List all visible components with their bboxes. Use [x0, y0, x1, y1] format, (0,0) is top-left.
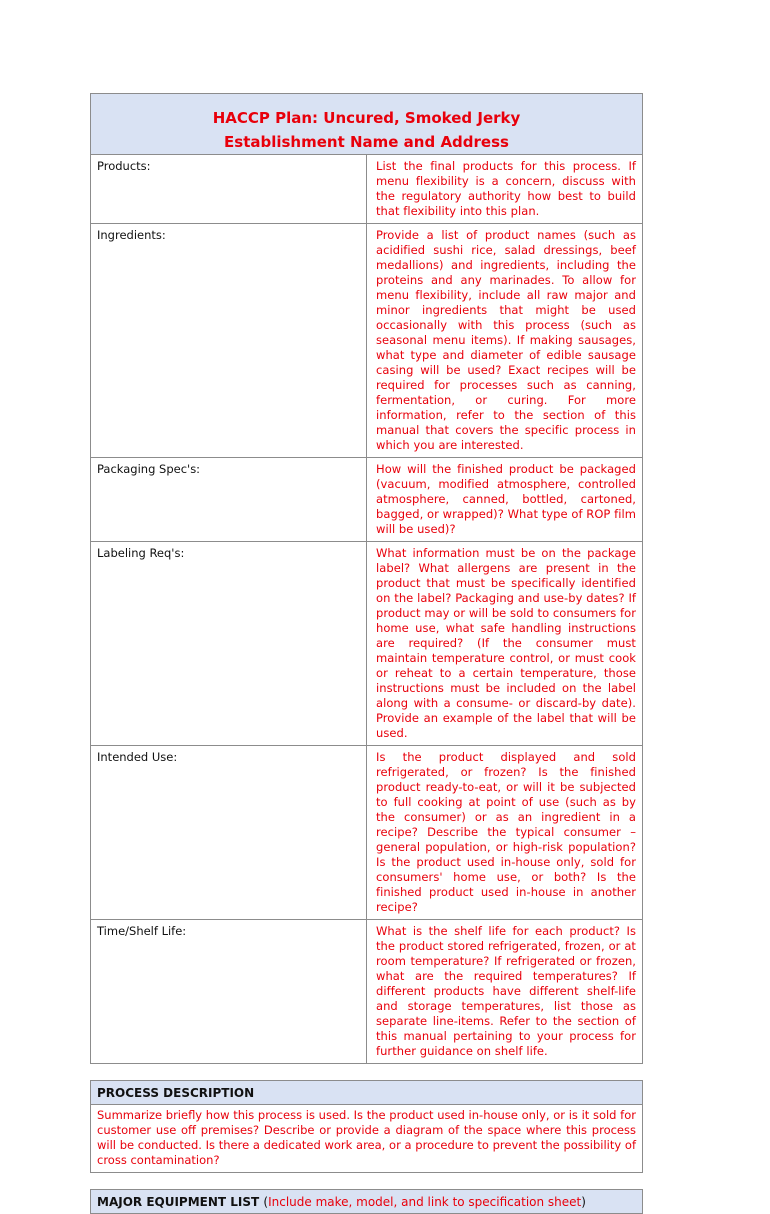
row-label-labeling: Labeling Req's: — [91, 542, 367, 746]
equipment-list-title: MAJOR EQUIPMENT LIST — [97, 1195, 260, 1209]
equipment-list-table — [90, 1189, 643, 1214]
table-row — [91, 920, 643, 1064]
equipment-list-heading — [91, 1190, 643, 1214]
row-value-intended-use: Is the product displayed and sold refrigerated, or frozen? Is the finished product ready-to-eat, or will it be subjected to full cooking at point of use (such as by the consumer) or as an ingredient in a recipe? Describe the typical consumer – general population, or high-risk population? Is the product used in-house only, sold for consumers' home use, or both? Is the finished product used in-house in another recipe? — [367, 746, 643, 920]
table-row — [91, 542, 643, 746]
row-value-shelf-life: What is the shelf life for each product? Is the product stored refrigerated, frozen, or at room temperature? If refrigerated or frozen, what are the required temperatures? If different products have different shelf-life and storage temperatures, list those as separate line-items. Refer to the section of this manual pertaining to your process for further guidance on shelf life. — [367, 920, 643, 1064]
table-row — [91, 746, 643, 920]
table-row — [91, 155, 643, 224]
equipment-list-note: Include make, model, and link to specification sheet — [268, 1195, 582, 1209]
row-value-products: List the final products for this process. If menu flexibility is a concern, discuss with the regulatory authority how best to build that flexibility into this plan. — [367, 155, 643, 224]
table-row — [91, 224, 643, 458]
row-label-shelf-life: Time/Shelf Life: — [91, 920, 367, 1064]
row-label-ingredients: Ingredients: — [91, 224, 367, 458]
plan-title: HACCP Plan: Uncured, Smoked Jerky — [212, 109, 521, 127]
row-value-ingredients: Provide a list of product names (such as acidified sushi rice, salad dressings, beef medallions) and ingredients, including the proteins and any marinades. To allow for menu flexibility, include all raw major and minor ingredients that might be used occasionally with this process (such as seasonal menu items). If making sausages, what type and diameter of edible sausage casing will be used? Exact recipes will be required for processes such as canning, fermentation, or curing. For more information, refer to the section of this manual that covers the specific process in which you are interested. — [367, 224, 643, 458]
table-row — [91, 458, 643, 542]
document-page — [90, 93, 643, 1214]
equipment-paren-open: ( — [263, 1195, 269, 1209]
process-description-table — [90, 1080, 643, 1173]
plan-header — [91, 94, 643, 155]
row-label-packaging: Packaging Spec's: — [91, 458, 367, 542]
equipment-paren-close: ) — [581, 1195, 586, 1209]
establishment-name: Establishment Name and Address — [224, 133, 509, 151]
row-label-products: Products: — [91, 155, 367, 224]
process-description-text: Summarize briefly how this process is used. Is the product used in-house only, or is it sold for customer use off premises? Describe or provide a diagram of the space where this process will be conducted. Is there a dedicated work area, or a procedure to prevent the possibility of cross contamination? — [91, 1105, 643, 1173]
row-value-labeling: What information must be on the package label? What allergens are present in the product that must be specifically identified on the label? Packaging and use-by dates? If product may or will be sold to consumers for home use, what safe handling instructions are required? (If the consumer must maintain temperature control, or must cook or reheat to a certain temperature, those instructions must be included on the label along with a consume- or discard-by date). Provide an example of the label that will be used. — [367, 542, 643, 746]
haccp-plan-table — [90, 93, 643, 1064]
process-description-heading: PROCESS DESCRIPTION — [91, 1081, 643, 1105]
row-value-packaging: How will the finished product be packaged (vacuum, modified atmosphere, controlled atmosphere, canned, bottled, cartoned, bagged, or wrapped)? What type of ROP film will be used)? — [367, 458, 643, 542]
row-label-intended-use: Intended Use: — [91, 746, 367, 920]
